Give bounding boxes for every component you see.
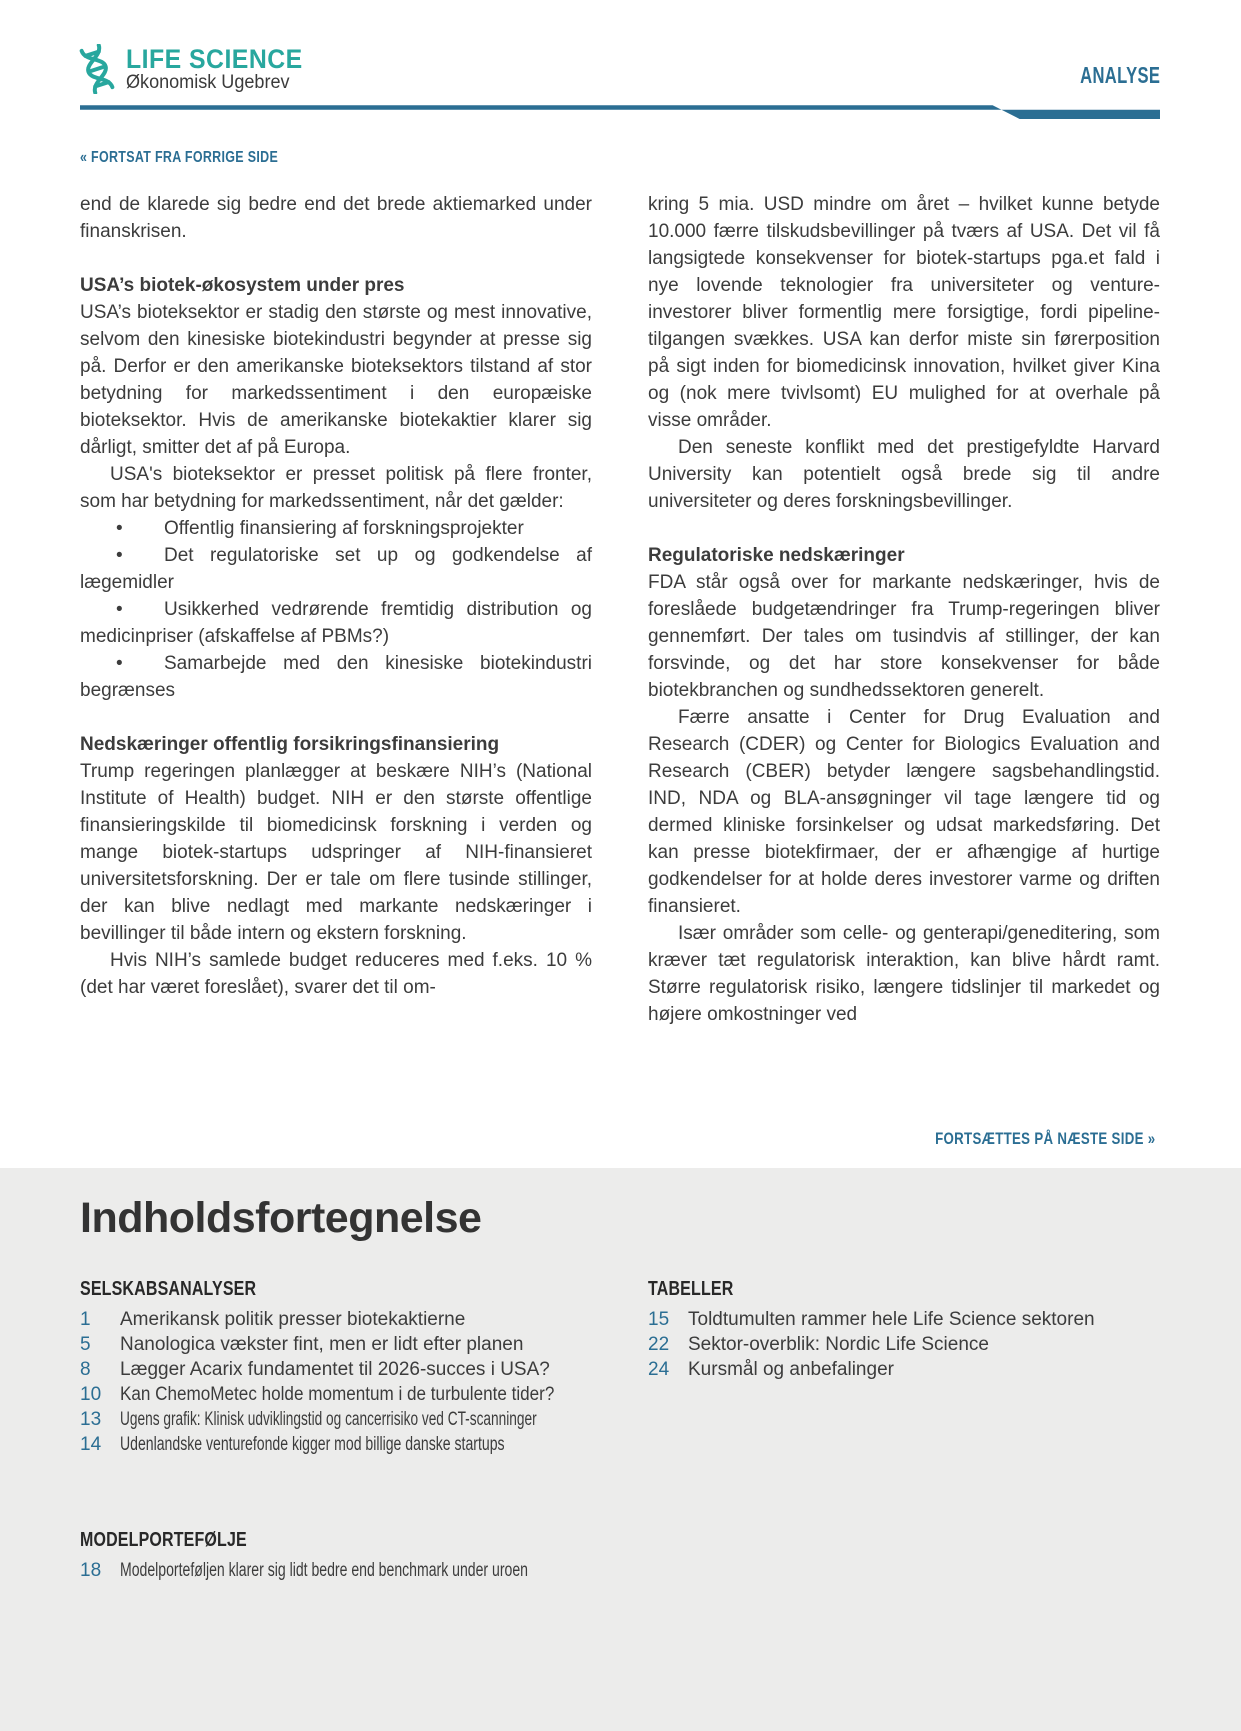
toc-item[interactable] (80, 1357, 592, 1382)
paragraph: FDA står også over for markante nedskæringer, hvis de foreslåede budgetændringer fra Trump-regeringen bliver gennemført. Der tales om tusindvis af stillinger, der kan forsvinde, og det har store konsekvenser for både biotekbranchen og sundhedssektoren generelt. (648, 572, 1160, 701)
section-label: ANALYSE (1079, 62, 1160, 88)
subheading-usa-biotek: USA’s biotek-økosystem under pres (80, 275, 405, 296)
toc-page-number[interactable]: 24 (648, 1359, 670, 1380)
toc-item-title[interactable]: Nanologica vækster fint, men er lidt efter planen (120, 1334, 524, 1355)
paragraph: USA's bioteksektor er presset politisk på flere fronter, som har betydning for markedssentiment, når det gælder: (80, 464, 592, 512)
toc-item[interactable] (80, 1558, 592, 1583)
toc-page-number[interactable]: 1 (80, 1309, 91, 1330)
toc-page-number[interactable]: 14 (80, 1434, 102, 1455)
toc-item[interactable] (80, 1432, 592, 1457)
toc-item[interactable] (80, 1407, 592, 1432)
article-body (80, 191, 1160, 1028)
header-rule-divider (80, 104, 1160, 119)
toc-group-header-tabeller: TABELLER (648, 1278, 734, 1300)
continued-from-label: « FORTSAT FRA FORRIGE SIDE (80, 149, 279, 166)
toc-group-header-modelportefolje: MODELPORTEFØLJE (80, 1529, 247, 1551)
toc-group-header-selskabsanalyser: SELSKABSANALYSER (80, 1278, 257, 1300)
brand-subtitle: Økonomisk Ugebrev (126, 72, 290, 94)
toc-item-title[interactable]: Modelporteføljen klarer sig lidt bedre end benchmark under uroen (120, 1560, 528, 1581)
toc-page-number[interactable]: 22 (648, 1334, 670, 1355)
toc-item[interactable] (80, 1382, 592, 1407)
toc-item[interactable] (80, 1307, 592, 1332)
paragraph: Trump regeringen planlægger at beskære NIH’s (National Institute of Health) budget. NIH er den største offentlige finansieringskilde til biomedicinsk forskning i verden og mange biotek-startups udspringer af NIH-finansieret universitetsforskning. Der er tale om flere tusinde stillinger, der kan blive nedlagt med markante nedskæringer i bevillinger til både intern og ekstern forskning. (80, 761, 592, 944)
toc-item-title[interactable]: Amerikansk politik presser biotekaktierne (120, 1309, 466, 1330)
paragraph: Den seneste konflikt med det prestigefyldte Harvard University kan potentielt også brede sig til andre universiteter og deres forskningsbevillinger. (648, 437, 1160, 512)
toc-item[interactable] (648, 1357, 1160, 1382)
bullet-item (80, 650, 592, 704)
article-right-column (648, 191, 1160, 1028)
toc-page-number[interactable]: 8 (80, 1359, 91, 1380)
dna-helix-icon (78, 44, 116, 94)
bullet-item (80, 515, 592, 542)
paragraph: USA’s bioteksektor er stadig den største og mest innovative, selvom den kinesiske biotekindustri begynder at presse sig på. Derfor er den amerikanske bioteksektors tilstand af stor betydning for markedssentiment i den europæiske bioteksektor. Hvis de amerikanske biotekaktier klarer sig dårligt, smitter det af på Europa. (80, 302, 592, 458)
toc-page-number[interactable]: 15 (648, 1309, 670, 1330)
toc-item-title[interactable]: Toldtumulten rammer hele Life Science sektoren (688, 1309, 1095, 1330)
continued-on-label: FORTSÆTTES PÅ NÆSTE SIDE » (934, 1129, 1155, 1148)
toc-item-title[interactable]: Kan ChemoMetec holde momentum i de turbulente tider? (120, 1384, 555, 1405)
paragraph: Færre ansatte i Center for Drug Evaluation and Research (CDER) og Center for Biologics Evaluation and Research (CBER) betyder længere sagsbehandlingstid. IND, NDA og BLA-ansøgninger vil tage længere tid og dermed kliniske forsinkelser og udsat markedsføring. Det kan presse biotekfirmaer, der er afhængige af hurtige godkendelser for at holde deres investorer varme og driften finansieret. (648, 707, 1160, 917)
bullet-text: Offentlig finansiering af forskningsprojekter (164, 518, 524, 539)
toc-title: Indholdsfortegnelse (80, 1194, 482, 1242)
bullet-item (80, 542, 592, 596)
toc-item-title[interactable]: Ugens grafik: Klinisk udviklingstid og cancerrisiko ved CT-scanninger (120, 1409, 537, 1430)
article-left-column (80, 191, 592, 1028)
paragraph: Især områder som celle- og genterapi/geneditering, som kræver tæt regulatorisk interaktion, kan blive hårdt ramt. Større regulatorisk risiko, længere tidslinjer til markedet og højere omkostninger ved (648, 923, 1160, 1025)
toc-left-column (80, 1278, 592, 1583)
toc-page-number[interactable]: 13 (80, 1409, 102, 1430)
paragraph: Hvis NIH’s samlede budget reduceres med f.eks. 10 % (det har været foreslået), svarer det til om- (80, 950, 592, 998)
toc-item-title[interactable]: Lægger Acarix fundamentet til 2026-succes i USA? (120, 1359, 550, 1380)
table-of-contents-section (0, 1168, 1241, 1731)
toc-item-title[interactable]: Udenlandske venturefonde kigger mod billige danske startups (120, 1434, 505, 1455)
toc-item[interactable] (80, 1332, 592, 1357)
bullet-text: Samarbejde med den kinesiske biotekindustri begrænses (80, 653, 592, 701)
paragraph: end de klarede sig bedre end det brede aktiemarked under finanskrisen. (80, 194, 592, 242)
toc-right-column (648, 1278, 1160, 1583)
paragraph: kring 5 mia. USD mindre om året – hvilket kunne betyde 10.000 færre tilskudsbevillinger på tværs af USA. Det vil få langsigtede konsekvenser for biotek-startups pga.et fald i nye lovende teknologier fra universiteter og venture-investorer bliver formentlig mere forsigtige, fordi pipeline-tilgangen svækkes. USA kan derfor miste sin førerposition på sigt inden for biomedicinsk innovation, hvilket giver Kina og (nok mere tvivlsomt) EU mulighed for at overhale på visse områder. (648, 194, 1160, 431)
toc-page-number[interactable]: 18 (80, 1560, 102, 1581)
toc-columns (80, 1278, 1160, 1583)
brand-logo (78, 44, 318, 94)
bullet-item (80, 596, 592, 650)
toc-item-title[interactable]: Kursmål og anbefalinger (688, 1359, 894, 1380)
toc-page-number[interactable]: 10 (80, 1384, 102, 1405)
brand-title: LIFE SCIENCE (126, 43, 303, 74)
subheading-regulatoriske: Regulatoriske nedskæringer (648, 545, 905, 566)
bullet-text: Det regulatoriske set up og godkendelse af lægemidler (80, 545, 592, 593)
subheading-nedskaeringer: Nedskæringer offentlig forsikringsfinansiering (80, 734, 500, 755)
toc-item[interactable] (648, 1332, 1160, 1357)
toc-item[interactable] (648, 1307, 1160, 1332)
toc-page-number[interactable]: 5 (80, 1334, 91, 1355)
bullet-text: Usikkerhed vedrørende fremtidig distribution og medicinpriser (afskaffelse af PBMs?) (80, 599, 592, 647)
toc-item-title[interactable]: Sektor-overblik: Nordic Life Science (688, 1334, 989, 1355)
